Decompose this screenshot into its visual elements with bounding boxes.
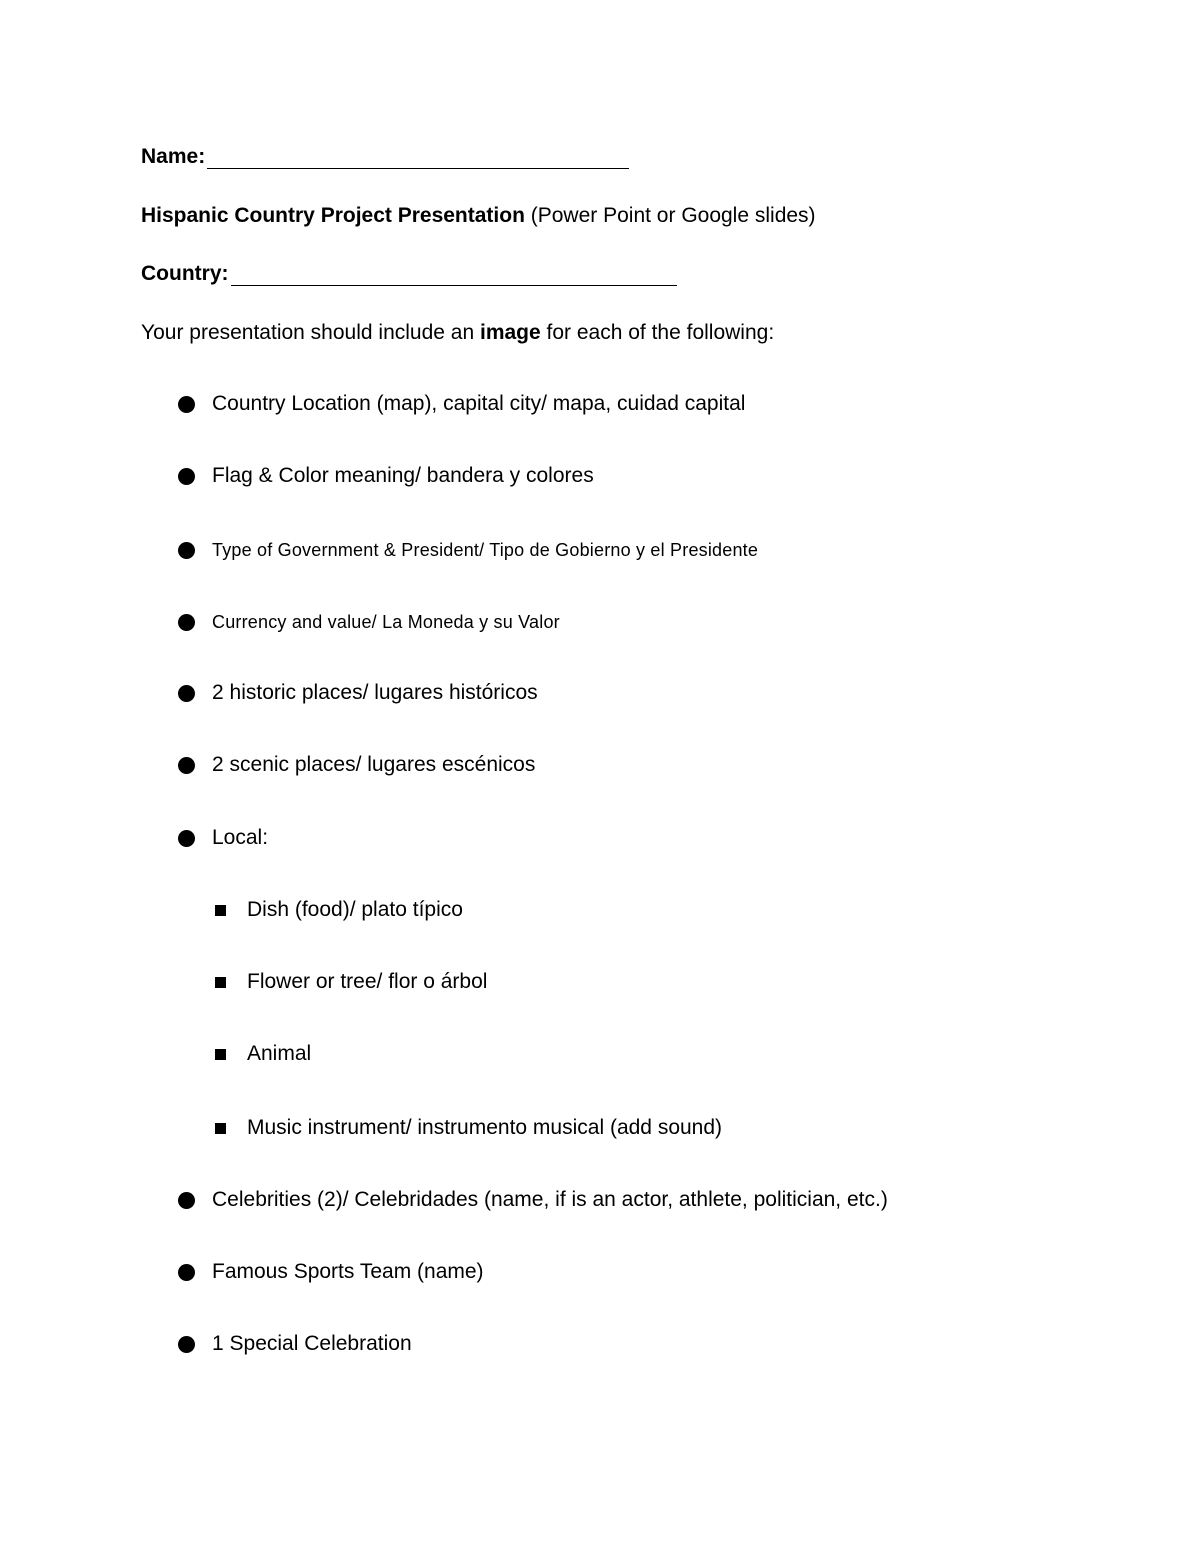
intro-text bbox=[141, 321, 774, 345]
list-item bbox=[178, 681, 538, 705]
list-item bbox=[178, 1332, 412, 1356]
list-item-text: 2 scenic places/ lugares escénicos bbox=[212, 753, 536, 776]
list-item-text: Country Location (map), capital city/ mapa, cuidad capital bbox=[212, 392, 746, 415]
name-blank-line[interactable] bbox=[207, 148, 629, 169]
sub-list-item bbox=[215, 898, 463, 922]
name-label: Name: bbox=[141, 145, 206, 168]
country-label: Country: bbox=[141, 262, 229, 285]
sub-list-item-text: Flower or tree/ flor o árbol bbox=[247, 970, 488, 993]
name-field-row bbox=[141, 145, 629, 169]
list-item bbox=[178, 826, 268, 850]
list-item-text: Famous Sports Team (name) bbox=[212, 1260, 484, 1283]
list-item bbox=[178, 1260, 484, 1284]
title-bold-text: Hispanic Country Project Presentation bbox=[141, 204, 525, 227]
document-title bbox=[141, 204, 816, 228]
bullet-dot-icon bbox=[178, 685, 195, 702]
list-item-text: Celebrities (2)/ Celebridades (name, if is an actor, athlete, politician, etc.) bbox=[212, 1188, 888, 1211]
list-item bbox=[178, 1188, 888, 1212]
bullet-square-icon bbox=[215, 977, 226, 988]
list-item-text: Local: bbox=[212, 826, 269, 849]
intro-pre: Your presentation should include an bbox=[141, 321, 480, 344]
list-item bbox=[178, 464, 594, 488]
list-item-text: Type of Government & President/ Tipo de Gobierno y el Presidente bbox=[212, 540, 759, 560]
list-item bbox=[178, 610, 560, 634]
list-item-text: 2 historic places/ lugares históricos bbox=[212, 681, 538, 704]
bullet-dot-icon bbox=[178, 757, 195, 774]
intro-post: for each of the following: bbox=[540, 321, 775, 344]
bullet-dot-icon bbox=[178, 542, 195, 559]
bullet-dot-icon bbox=[178, 396, 195, 413]
sub-list-item bbox=[215, 1116, 722, 1140]
bullet-dot-icon bbox=[178, 468, 195, 485]
country-field-row bbox=[141, 262, 677, 286]
bullet-dot-icon bbox=[178, 614, 195, 631]
list-item bbox=[178, 753, 535, 777]
bullet-square-icon bbox=[215, 1123, 226, 1134]
sub-list-item-text: Animal bbox=[247, 1042, 312, 1065]
bullet-dot-icon bbox=[178, 830, 195, 847]
bullet-square-icon bbox=[215, 905, 226, 916]
list-item-text: Currency and value/ La Moneda y su Valor bbox=[212, 612, 560, 632]
list-item bbox=[178, 392, 745, 416]
bullet-square-icon bbox=[215, 1049, 226, 1060]
bullet-dot-icon bbox=[178, 1264, 195, 1281]
sub-list-item-text: Music instrument/ instrumento musical (add sound) bbox=[247, 1116, 723, 1139]
intro-bold: image bbox=[479, 321, 541, 344]
country-blank-line[interactable] bbox=[231, 265, 677, 286]
bullet-dot-icon bbox=[178, 1336, 195, 1353]
sub-list-item-text: Dish (food)/ plato típico bbox=[247, 898, 463, 921]
bullet-dot-icon bbox=[178, 1192, 195, 1209]
sub-list-item bbox=[215, 970, 487, 994]
list-item-text: Flag & Color meaning/ bandera y colores bbox=[212, 464, 594, 487]
sub-list-item bbox=[215, 1042, 311, 1066]
list-item bbox=[178, 538, 758, 562]
list-item-text: 1 Special Celebration bbox=[212, 1332, 412, 1355]
title-rest-text: (Power Point or Google slides) bbox=[524, 204, 816, 227]
